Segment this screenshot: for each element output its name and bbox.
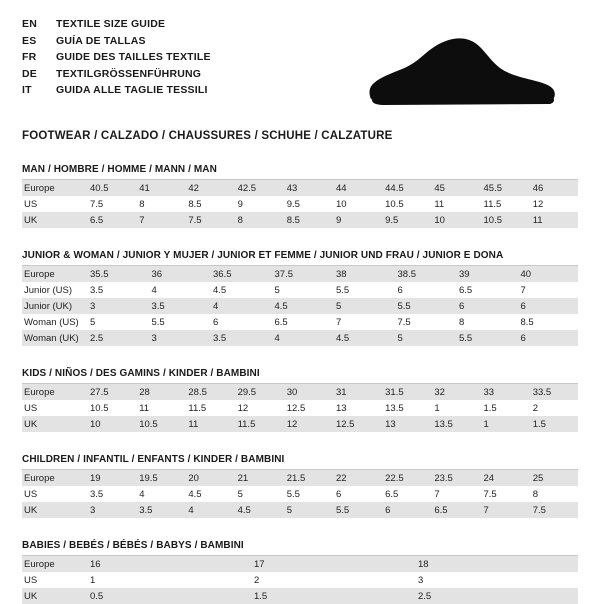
- size-cell: 6: [455, 298, 517, 314]
- size-cell: 35.5: [86, 266, 148, 282]
- size-cell: 4: [271, 330, 333, 346]
- size-cell: 6: [517, 330, 579, 346]
- language-guide-title: TEXTILGRÖSSENFÜHRUNG: [56, 67, 202, 80]
- size-cell: 30: [283, 384, 332, 400]
- page-header: [22, 16, 578, 114]
- table-row: [22, 572, 578, 588]
- size-cell: 10: [430, 212, 479, 228]
- size-cell: 9.5: [381, 212, 430, 228]
- size-cell: 31: [332, 384, 381, 400]
- size-cell: 5.5: [332, 502, 381, 518]
- size-cell: 6.5: [274, 316, 288, 328]
- size-cell: 5: [274, 284, 280, 296]
- size-cell: 41: [135, 180, 184, 196]
- size-cell: 4: [184, 502, 233, 518]
- section-title: JUNIOR & WOMAN / JUNIOR Y MUJER / JUNIOR ET FEMME / JUNIOR UND FRAU / JUNIOR E DONA: [22, 250, 578, 266]
- language-guide-title: TEXTILE SIZE GUIDE: [56, 18, 166, 30]
- size-section: [22, 454, 578, 518]
- size-cell: 43: [283, 180, 332, 196]
- size-cell: 10.5: [480, 212, 529, 228]
- size-cell: 6.5: [459, 284, 473, 296]
- language-guide-title: GUIDE DES TAILLES TEXTILE: [56, 51, 211, 63]
- size-cell: 44.5: [381, 180, 430, 196]
- size-cell: 4.5: [213, 284, 227, 296]
- size-cell: 3.5: [90, 488, 104, 500]
- size-cell: 2: [532, 402, 538, 414]
- size-table: [22, 556, 578, 604]
- table-row: [22, 298, 578, 314]
- size-cell: 7: [434, 488, 440, 500]
- row-label: Junior (UK): [22, 298, 86, 314]
- section-title: MAN / HOMBRE / HOMME / MANN / MAN: [22, 164, 578, 180]
- size-cell: 9: [237, 198, 243, 210]
- section-title: BABIES / BEBÉS / BÉBÉS / BABYS / BAMBINI: [22, 540, 578, 556]
- size-cell: 11.5: [483, 198, 502, 210]
- size-cell: 3.5: [209, 330, 271, 346]
- table-row: [22, 384, 578, 400]
- table-row: [22, 180, 578, 196]
- size-cell: 1: [434, 402, 440, 414]
- size-cell: 33: [480, 384, 529, 400]
- size-cell: 7.5: [90, 198, 104, 210]
- size-cell: 13.5: [385, 402, 404, 414]
- size-cell: 4: [209, 298, 271, 314]
- size-cell: 46: [529, 180, 578, 196]
- size-cell: 9.5: [286, 198, 300, 210]
- size-cell: 11: [529, 212, 578, 228]
- size-cell: 17: [250, 556, 414, 572]
- size-cell: 38: [332, 266, 394, 282]
- size-cell: 3: [86, 502, 135, 518]
- size-cell: 8: [459, 316, 465, 328]
- size-cell: 7.5: [397, 316, 411, 328]
- size-cell: 4: [139, 488, 145, 500]
- size-cell: 11: [434, 198, 445, 210]
- size-cell: 22.5: [381, 470, 430, 486]
- language-code: EN: [22, 18, 37, 30]
- row-label: UK: [22, 416, 86, 432]
- size-cell: 42: [184, 180, 233, 196]
- size-cell: 13.5: [430, 416, 479, 432]
- table-row: [22, 330, 578, 346]
- table-row: [22, 486, 578, 502]
- size-cell: 1: [480, 416, 529, 432]
- size-cell: 3: [86, 298, 148, 314]
- size-cell: 8: [532, 488, 538, 500]
- size-cell: 10.5: [385, 198, 404, 210]
- size-cell: 12: [283, 416, 332, 432]
- size-cell: 12: [237, 402, 249, 414]
- size-section: [22, 250, 578, 346]
- row-label: Europe: [22, 266, 86, 282]
- size-cell: 5.5: [151, 316, 165, 328]
- size-cell: 10: [335, 198, 347, 210]
- table-row: [22, 314, 578, 330]
- size-cell: 25: [529, 470, 578, 486]
- size-cell: 33.5: [529, 384, 578, 400]
- size-cell: 7.5: [529, 502, 578, 518]
- size-cell: 21: [234, 470, 283, 486]
- size-cell: 13: [335, 402, 347, 414]
- table-row: [22, 416, 578, 432]
- size-cell: 5.5: [455, 330, 517, 346]
- size-cell: 8.5: [520, 316, 534, 328]
- size-cell: 6.5: [385, 488, 399, 500]
- size-cell: 11.5: [188, 402, 207, 414]
- language-title-list: [22, 16, 211, 99]
- size-cell: 40.5: [86, 180, 135, 196]
- size-cell: 18: [414, 556, 578, 572]
- size-cell: 44: [332, 180, 381, 196]
- size-section: [22, 368, 578, 432]
- size-cell: 38.5: [394, 266, 456, 282]
- size-cell: 1.5: [529, 416, 578, 432]
- row-label: UK: [22, 588, 86, 604]
- size-cell: 4.5: [271, 298, 333, 314]
- size-cell: 3: [148, 330, 210, 346]
- size-cell: 36.5: [209, 266, 271, 282]
- size-cell: 27.5: [86, 384, 135, 400]
- size-cell: 1.5: [483, 402, 497, 414]
- size-cell: 28: [135, 384, 184, 400]
- size-cell: 19.5: [135, 470, 184, 486]
- row-label: Junior (US): [24, 284, 73, 296]
- size-cell: 13: [381, 416, 430, 432]
- table-row: [22, 212, 578, 228]
- size-cell: 6: [213, 316, 219, 328]
- size-cell: 4.5: [188, 488, 202, 500]
- row-label: US: [24, 574, 38, 586]
- table-row: [22, 266, 578, 282]
- row-label: UK: [22, 502, 86, 518]
- language-title-row: [22, 16, 211, 33]
- language-title-row: [22, 33, 211, 50]
- language-title-row: [22, 82, 211, 99]
- size-cell: 22: [332, 470, 381, 486]
- size-cell: 5.5: [336, 284, 350, 296]
- size-cell: 20: [184, 470, 233, 486]
- size-cell: 12.5: [286, 402, 306, 414]
- size-cell: 8.5: [283, 212, 332, 228]
- size-cell: 37.5: [271, 266, 333, 282]
- size-cell: 3.5: [135, 502, 184, 518]
- size-cell: 11: [139, 402, 150, 414]
- size-cell: 6: [335, 488, 342, 500]
- size-cell: 8: [139, 198, 145, 210]
- size-cell: 7: [336, 316, 342, 328]
- size-cell: 5: [394, 330, 456, 346]
- size-cell: 5: [90, 316, 96, 328]
- row-label: Europe: [22, 470, 86, 486]
- size-cell: 16: [86, 556, 250, 572]
- size-table: [22, 384, 578, 432]
- size-cell: 23.5: [430, 470, 479, 486]
- size-cell: 8.5: [188, 198, 202, 210]
- size-cell: 28.5: [184, 384, 233, 400]
- size-cell: 5: [283, 502, 332, 518]
- row-label: Woman (US): [24, 316, 79, 328]
- language-code: FR: [22, 51, 37, 63]
- size-cell: 31.5: [381, 384, 430, 400]
- size-cell: 19: [86, 470, 135, 486]
- table-row: [22, 502, 578, 518]
- size-cell: 0.5: [86, 588, 250, 604]
- size-cell: 5: [332, 298, 394, 314]
- size-cell: 24: [480, 470, 529, 486]
- size-cell: 7: [135, 212, 184, 228]
- size-cell: 7.5: [184, 212, 233, 228]
- size-cell: 2.5: [414, 588, 578, 604]
- size-cell: 5: [237, 488, 243, 500]
- table-row: [22, 282, 578, 298]
- size-section: [22, 540, 578, 604]
- size-cell: 12.5: [332, 416, 381, 432]
- size-section: [22, 164, 578, 228]
- row-label: UK: [22, 212, 86, 228]
- section-title: KIDS / NIÑOS / DES GAMINS / KINDER / BAMBINI: [22, 368, 578, 384]
- size-cell: 4: [151, 284, 157, 296]
- section-title: CHILDREN / INFANTIL / ENFANTS / KINDER / BAMBINI: [22, 454, 578, 470]
- language-guide-title: GUÍA DE TALLAS: [56, 34, 146, 47]
- size-cell: 6.5: [86, 212, 135, 228]
- table-row: [22, 196, 578, 212]
- size-cell: 6: [381, 502, 430, 518]
- language-title-row: [22, 66, 211, 83]
- size-table: [22, 180, 578, 228]
- language-code: ES: [22, 34, 37, 47]
- row-label: Europe: [22, 556, 86, 572]
- size-cell: 6: [517, 298, 579, 314]
- language-code: IT: [22, 84, 32, 96]
- language-guide-title: GUIDA ALLE TAGLIE TESSILI: [56, 84, 208, 96]
- size-cell: 11.5: [234, 416, 283, 432]
- size-cell: 12: [532, 198, 544, 210]
- size-cell: 11: [184, 416, 233, 432]
- size-cell: 7.5: [483, 488, 497, 500]
- size-cell: 1: [90, 574, 96, 586]
- size-sections: [22, 164, 578, 604]
- size-cell: 42.5: [234, 180, 283, 196]
- size-cell: 6: [397, 284, 403, 296]
- size-table: [22, 266, 578, 346]
- size-cell: 45.5: [480, 180, 529, 196]
- size-cell: 7: [480, 502, 529, 518]
- size-cell: 10: [86, 416, 135, 432]
- row-label: Woman (UK): [22, 330, 86, 346]
- table-row: [22, 588, 578, 604]
- size-cell: 5.5: [394, 298, 456, 314]
- size-cell: 2.5: [86, 330, 148, 346]
- row-label: US: [24, 488, 38, 500]
- size-cell: 1.5: [250, 588, 414, 604]
- row-label: US: [24, 402, 38, 414]
- size-cell: 9: [332, 212, 381, 228]
- size-cell: 5.5: [286, 488, 300, 500]
- size-cell: 39: [455, 266, 517, 282]
- size-table: [22, 470, 578, 518]
- size-cell: 45: [430, 180, 479, 196]
- size-cell: 36: [148, 266, 210, 282]
- size-cell: 3: [418, 574, 424, 586]
- size-cell: 21.5: [283, 470, 332, 486]
- table-row: [22, 470, 578, 486]
- table-row: [22, 400, 578, 416]
- size-cell: 7: [520, 284, 526, 296]
- row-label: Europe: [22, 180, 86, 196]
- size-cell: 10.5: [135, 416, 184, 432]
- size-cell: 4.5: [234, 502, 283, 518]
- language-code: DE: [22, 67, 37, 80]
- size-cell: 10.5: [90, 402, 109, 414]
- size-cell: 3.5: [148, 298, 210, 314]
- size-cell: 32: [430, 384, 479, 400]
- dress-shoe-icon: [360, 34, 560, 114]
- size-cell: 8: [234, 212, 283, 228]
- table-row: [22, 556, 578, 572]
- size-cell: 40: [517, 266, 579, 282]
- size-cell: 2: [254, 574, 260, 586]
- size-cell: 4.5: [332, 330, 394, 346]
- size-cell: 3.5: [90, 284, 104, 296]
- row-label: Europe: [22, 384, 86, 400]
- size-cell: 29.5: [234, 384, 283, 400]
- language-title-row: [22, 49, 211, 66]
- row-label: US: [24, 198, 38, 210]
- category-title: FOOTWEAR / CALZADO / CHAUSSURES / SCHUHE / CALZATURE: [22, 130, 393, 142]
- size-cell: 6.5: [430, 502, 479, 518]
